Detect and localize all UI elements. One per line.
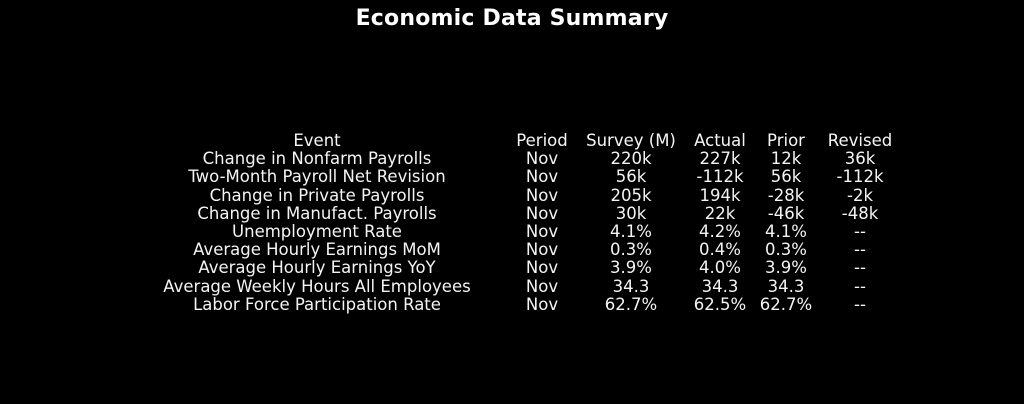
event-cell: Two-Month Payroll Net Revision <box>188 167 446 187</box>
period-cell: Nov <box>525 149 559 169</box>
column-header-revised: Revised <box>827 131 893 150</box>
actual-cell: 22k <box>704 203 736 223</box>
survey-cell: 56k <box>615 167 647 187</box>
event-cell: Average Weekly Hours All Employees <box>163 276 471 296</box>
revised-cell: -2k <box>846 185 874 205</box>
table-row <box>0 205 1024 223</box>
event-cell: Change in Private Payrolls <box>209 185 425 205</box>
revised-cell: -- <box>854 240 866 260</box>
table-row <box>0 187 1024 205</box>
revised-cell: -- <box>854 221 866 241</box>
table-row <box>0 278 1024 296</box>
revised-cell: 36k <box>844 149 876 169</box>
prior-cell: 0.3% <box>765 240 807 260</box>
revised-cell: -- <box>854 294 866 314</box>
survey-cell: 34.3 <box>612 276 650 296</box>
prior-cell: 34.3 <box>767 276 805 296</box>
prior-cell: -28k <box>767 185 805 205</box>
event-cell: Average Hourly Earnings MoM <box>193 240 441 260</box>
table-header-row <box>0 132 1024 150</box>
actual-cell: -112k <box>696 167 744 187</box>
actual-cell: 194k <box>699 185 741 205</box>
event-cell: Change in Manufact. Payrolls <box>197 203 437 223</box>
event-cell: Labor Force Participation Rate <box>193 294 441 314</box>
column-header-survey: Survey (M) <box>586 131 676 150</box>
survey-cell: 30k <box>615 203 647 223</box>
prior-cell: 4.1% <box>765 221 807 241</box>
table-row <box>0 241 1024 259</box>
period-cell: Nov <box>525 240 559 260</box>
prior-cell: 56k <box>770 167 802 187</box>
period-cell: Nov <box>525 276 559 296</box>
revised-cell: -- <box>854 276 866 296</box>
revised-cell: -112k <box>836 167 884 187</box>
survey-cell: 62.7% <box>604 294 658 314</box>
period-cell: Nov <box>525 258 559 278</box>
column-header-period: Period <box>516 131 568 150</box>
column-header-actual: Actual <box>694 131 746 150</box>
table-row <box>0 223 1024 241</box>
actual-cell: 34.3 <box>701 276 739 296</box>
prior-cell: 12k <box>770 149 802 169</box>
survey-cell: 220k <box>610 149 652 169</box>
table-row <box>0 168 1024 186</box>
actual-cell: 4.0% <box>699 258 741 278</box>
prior-cell: 62.7% <box>759 294 813 314</box>
survey-cell: 3.9% <box>610 258 652 278</box>
actual-cell: 62.5% <box>693 294 747 314</box>
period-cell: Nov <box>525 221 559 241</box>
period-cell: Nov <box>525 185 559 205</box>
actual-cell: 4.2% <box>699 221 741 241</box>
survey-cell: 4.1% <box>610 221 652 241</box>
table-row <box>0 150 1024 168</box>
event-cell: Average Hourly Earnings YoY <box>198 258 436 278</box>
revised-cell: -48k <box>841 203 879 223</box>
prior-cell: 3.9% <box>765 258 807 278</box>
column-header-event: Event <box>293 131 341 150</box>
survey-cell: 205k <box>610 185 652 205</box>
period-cell: Nov <box>525 294 559 314</box>
survey-cell: 0.3% <box>610 240 652 260</box>
event-cell: Unemployment Rate <box>232 221 402 241</box>
period-cell: Nov <box>525 167 559 187</box>
table-row <box>0 259 1024 277</box>
economic-data-table <box>0 132 1024 314</box>
chart-title: Economic Data Summary <box>355 6 669 31</box>
prior-cell: -46k <box>767 203 805 223</box>
column-header-prior: Prior <box>767 131 805 150</box>
actual-cell: 0.4% <box>699 240 741 260</box>
period-cell: Nov <box>525 203 559 223</box>
revised-cell: -- <box>854 258 866 278</box>
table-row <box>0 296 1024 314</box>
event-cell: Change in Nonfarm Payrolls <box>202 149 432 169</box>
actual-cell: 227k <box>699 149 741 169</box>
